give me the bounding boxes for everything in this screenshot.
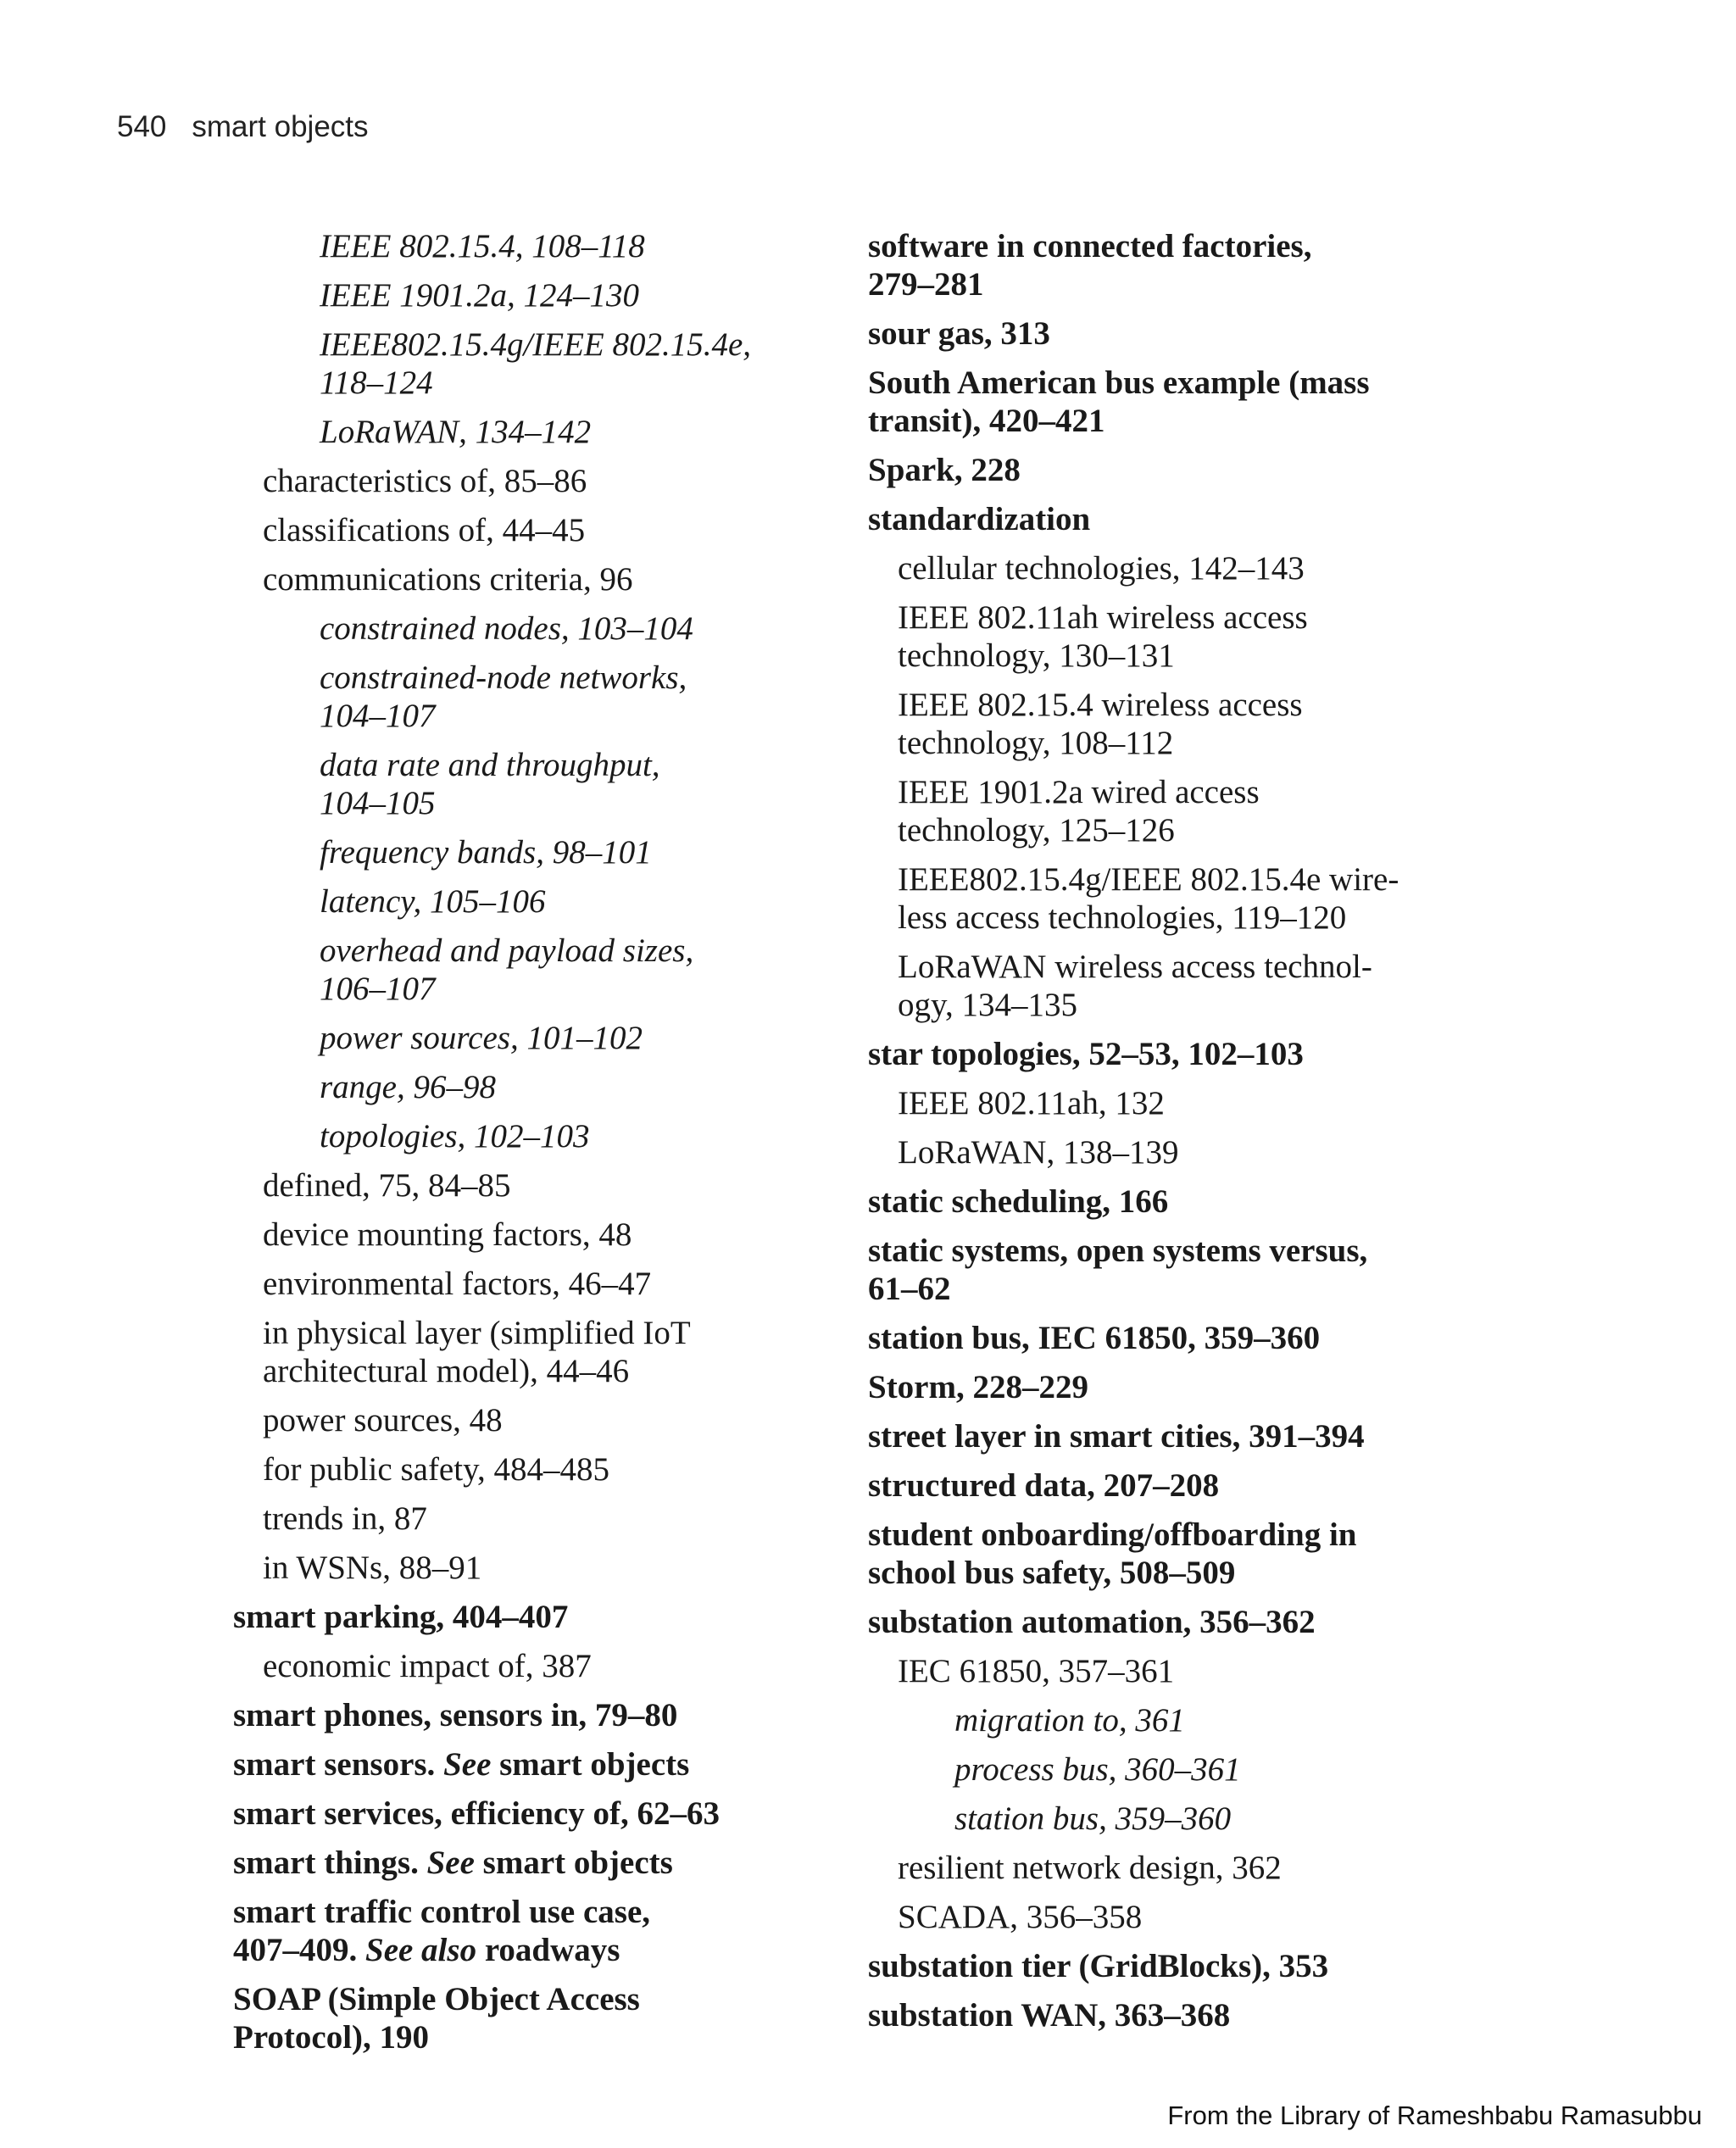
entry-line: IEEE 802.15.4, 108–118 <box>320 228 645 264</box>
index-heading <box>233 1745 826 1784</box>
entry-line: student onboarding/offboarding in <box>868 1516 1357 1553</box>
entry-line: technology, 125–126 <box>898 812 1175 849</box>
index-heading <box>868 227 1512 303</box>
entry-line: economic impact of, 387 <box>263 1648 592 1684</box>
index-heading <box>868 500 1512 538</box>
entry-line: cellular technologies, 142–143 <box>898 550 1305 587</box>
entry-line <box>233 1844 826 1882</box>
entry-line: for public safety, 484–485 <box>263 1451 610 1488</box>
entry-line: data rate and throughput, <box>320 747 660 783</box>
entry-line: IEEE 1901.2a, 124–130 <box>320 277 639 314</box>
entry-line: 104–105 <box>320 785 436 821</box>
entry-line: migration to, 361 <box>954 1702 1185 1739</box>
entry-line: overhead and payload sizes, <box>320 932 694 969</box>
index-heading <box>868 1035 1512 1073</box>
entry-line: IEEE 802.15.4 wireless access <box>898 687 1303 723</box>
entry-line: substation tier (GridBlocks), 353 <box>868 1948 1329 1984</box>
index-subentry <box>263 560 826 598</box>
entry-line: SOAP (Simple Object Access <box>233 1981 640 2017</box>
entry-line: smart services, efficiency of, 62–63 <box>233 1795 720 1832</box>
entry-line: South American bus example (mass <box>868 364 1370 401</box>
entry-line: ogy, 134–135 <box>898 987 1077 1023</box>
index-heading <box>868 1947 1512 1985</box>
index-subsubentry <box>320 609 826 648</box>
entry-line: 118–124 <box>320 364 433 401</box>
index-heading <box>868 1319 1512 1357</box>
entry-line: technology, 108–112 <box>898 725 1174 761</box>
entry-line: LoRaWAN wireless access technol- <box>898 949 1372 985</box>
entry-line: software in connected factories, <box>868 228 1312 264</box>
running-head <box>117 110 369 144</box>
entry-line: characteristics of, 85–86 <box>263 463 587 499</box>
entry-line: power sources, 48 <box>263 1402 503 1438</box>
entry-line: structured data, 207–208 <box>868 1467 1220 1504</box>
entry-line: IEEE 1901.2a wired access <box>898 774 1260 810</box>
index-subentry <box>898 860 1512 937</box>
index-subentry <box>898 1133 1512 1171</box>
entry-line: station bus, 359–360 <box>954 1800 1232 1837</box>
running-title: smart objects <box>192 110 369 143</box>
entry-line: in WSNs, 88–91 <box>263 1550 482 1586</box>
index-subentry <box>898 1849 1512 1887</box>
entry-line: classifications of, 44–45 <box>263 512 586 548</box>
index-subsubentry <box>954 1800 1512 1838</box>
index-subentry <box>898 948 1512 1024</box>
index-subsubentry <box>954 1701 1512 1739</box>
entry-text: smart objects <box>474 1845 673 1881</box>
index-subentry <box>263 1166 826 1205</box>
entry-line: resilient network design, 362 <box>898 1850 1282 1886</box>
index-subentry <box>263 511 826 549</box>
page-number: 540 <box>117 110 167 143</box>
entry-line: static systems, open systems versus, <box>868 1233 1368 1269</box>
index-subentry <box>898 686 1512 762</box>
index-heading <box>868 1368 1512 1406</box>
index-subsubentry <box>320 882 826 921</box>
index-heading <box>868 314 1512 353</box>
entry-text: roadways <box>476 1932 620 1968</box>
index-heading <box>868 1466 1512 1505</box>
index-subentry <box>898 1898 1512 1936</box>
entry-text: smart things. <box>233 1845 427 1881</box>
index-heading <box>868 1417 1512 1455</box>
entry-line: 104–107 <box>320 698 436 734</box>
entry-line: IEEE802.15.4g/IEEE 802.15.4e, <box>320 326 752 363</box>
entry-line: station bus, IEC 61850, 359–360 <box>868 1320 1321 1356</box>
entry-line: smart traffic control use case, <box>233 1894 651 1930</box>
entry-line: IEC 61850, 357–361 <box>898 1653 1175 1689</box>
index-subentry <box>263 1401 826 1439</box>
entry-line: IEEE 802.11ah, 132 <box>898 1085 1165 1121</box>
cross-reference-keyword: See <box>426 1845 475 1881</box>
index-subsubentry <box>320 932 826 1008</box>
entry-line: transit), 420–421 <box>868 403 1105 439</box>
entry-line: environmental factors, 46–47 <box>263 1266 652 1302</box>
index-subentry <box>898 1652 1512 1690</box>
entry-line: process bus, 360–361 <box>954 1751 1241 1788</box>
entry-line: constrained-node networks, <box>320 659 687 696</box>
entry-line: less access technologies, 119–120 <box>898 899 1347 936</box>
index-column-left <box>233 227 826 2067</box>
entry-line: Storm, 228–229 <box>868 1369 1088 1405</box>
entry-line: LoRaWAN, 134–142 <box>320 414 592 450</box>
index-subentry <box>263 1450 826 1489</box>
index-subentry <box>898 773 1512 849</box>
index-subsubentry <box>320 1019 826 1057</box>
index-subentry <box>263 1216 826 1254</box>
index-heading <box>868 1232 1512 1308</box>
entry-line: architectural model), 44–46 <box>263 1353 630 1389</box>
cross-reference-keyword: See <box>443 1746 492 1783</box>
entry-line <box>233 1745 826 1784</box>
entry-line: range, 96–98 <box>320 1069 496 1105</box>
entry-text: smart sensors. <box>233 1746 444 1783</box>
index-heading <box>233 1598 826 1636</box>
index-heading <box>868 1996 1512 2034</box>
entry-text: 407–409. <box>233 1932 365 1968</box>
index-heading <box>233 1980 826 2056</box>
index-heading <box>233 1795 826 1833</box>
index-subentry <box>263 1500 826 1538</box>
index-subentry <box>263 1265 826 1303</box>
cross-reference-keyword: See also <box>365 1932 477 1968</box>
index-subsubentry <box>320 833 826 871</box>
index-subentry <box>263 1647 826 1685</box>
entry-line: 106–107 <box>320 971 436 1007</box>
entry-line: school bus safety, 508–509 <box>868 1555 1236 1591</box>
library-footer: From the Library of Rameshbabu Ramasubbu <box>1167 2101 1702 2130</box>
index-heading <box>233 1893 826 1969</box>
entry-line: latency, 105–106 <box>320 883 546 920</box>
entry-line: standardization <box>868 501 1091 537</box>
index-heading <box>233 1844 826 1882</box>
entry-line: Spark, 228 <box>868 452 1021 488</box>
index-subentry <box>263 462 826 500</box>
index-subsubentry <box>320 659 826 735</box>
index-subsubentry <box>320 1117 826 1155</box>
index-heading <box>233 1696 826 1734</box>
index-subentry <box>898 598 1512 675</box>
entry-line: smart phones, sensors in, 79–80 <box>233 1697 678 1733</box>
entry-line: power sources, 101–102 <box>320 1020 643 1056</box>
index-subsubentry <box>320 1068 826 1106</box>
entry-line: communications criteria, 96 <box>263 561 633 598</box>
entry-line: device mounting factors, 48 <box>263 1216 632 1253</box>
entry-line: IEEE 802.11ah wireless access <box>898 599 1308 636</box>
entry-line: 61–62 <box>868 1271 951 1307</box>
index-heading <box>868 1183 1512 1221</box>
index-subsubentry <box>320 326 826 402</box>
index-column-right <box>868 227 1512 2045</box>
index-subsubentry <box>320 227 826 265</box>
entry-line <box>233 1931 826 1969</box>
index-subentry <box>263 1549 826 1587</box>
entry-line: substation automation, 356–362 <box>868 1604 1316 1640</box>
entry-line: street layer in smart cities, 391–394 <box>868 1418 1365 1455</box>
index-heading <box>868 451 1512 489</box>
entry-line: substation WAN, 363–368 <box>868 1997 1231 2034</box>
entry-line: in physical layer (simplified IoT <box>263 1315 691 1351</box>
entry-line: static scheduling, 166 <box>868 1183 1169 1220</box>
entry-line: sour gas, 313 <box>868 315 1050 352</box>
entry-line: star topologies, 52–53, 102–103 <box>868 1036 1304 1072</box>
index-subsubentry <box>320 276 826 314</box>
entry-line: frequency bands, 98–101 <box>320 834 652 871</box>
entry-line: technology, 130–131 <box>898 637 1175 674</box>
index-subentry <box>898 549 1512 587</box>
index-heading <box>868 1603 1512 1641</box>
index-heading <box>868 1516 1512 1592</box>
index-subentry <box>898 1084 1512 1122</box>
entry-line: constrained nodes, 103–104 <box>320 610 693 647</box>
entry-line: SCADA, 356–358 <box>898 1899 1143 1935</box>
entry-line: trends in, 87 <box>263 1500 427 1537</box>
index-subentry <box>263 1314 826 1390</box>
entry-line: Protocol), 190 <box>233 2019 430 2056</box>
entry-line: topologies, 102–103 <box>320 1118 590 1155</box>
entry-line: LoRaWAN, 138–139 <box>898 1134 1179 1171</box>
entry-text: smart objects <box>491 1746 690 1783</box>
entry-line: smart parking, 404–407 <box>233 1599 569 1635</box>
index-heading <box>868 364 1512 440</box>
entry-line: IEEE802.15.4g/IEEE 802.15.4e wire- <box>898 861 1399 898</box>
index-subsubentry <box>954 1750 1512 1789</box>
entry-line: 279–281 <box>868 266 984 303</box>
index-subsubentry <box>320 746 826 822</box>
entry-line: defined, 75, 84–85 <box>263 1167 511 1204</box>
index-subsubentry <box>320 413 826 451</box>
